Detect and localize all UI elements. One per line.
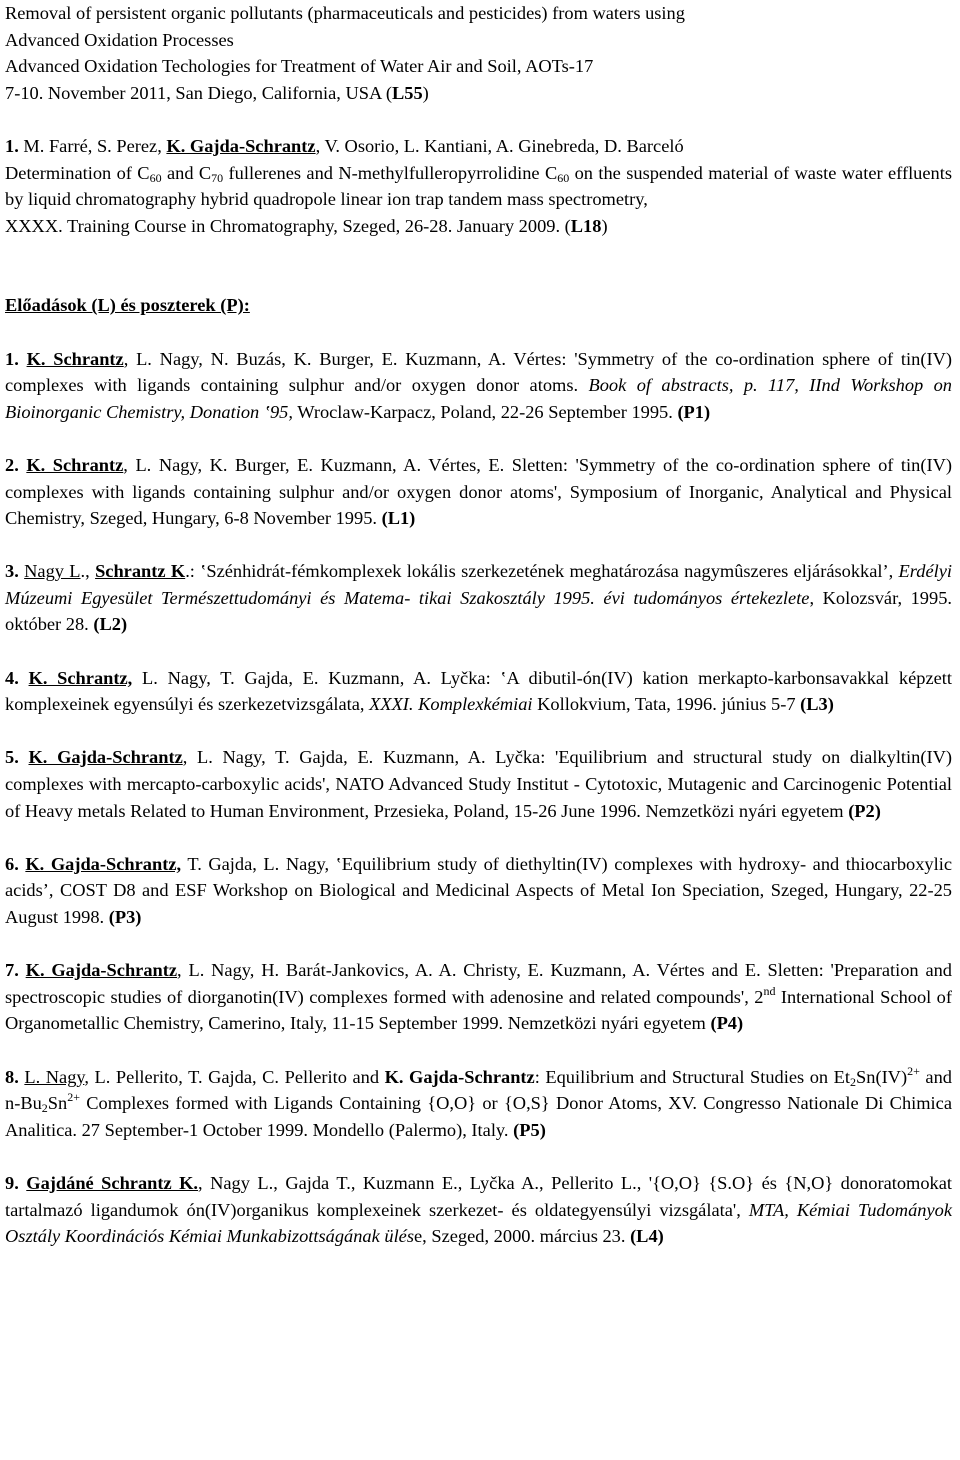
top-line2: Advanced Oxidation Processes xyxy=(5,29,234,50)
entry-number: 5. xyxy=(5,747,29,768)
entry-9 xyxy=(5,1170,952,1250)
separator: ., xyxy=(80,561,96,582)
self-author: K. Gajda-Schrantz xyxy=(384,1066,535,1087)
entry-event: XXXX. Training Course in Chromatography, Szeged, 26-28. January 2009. ( xyxy=(5,215,571,236)
self-author: K. Gajda-Schrantz, xyxy=(25,853,182,874)
section-heading-text: Előadások (L) és poszterek (P): xyxy=(5,295,250,316)
top-line4-end: ) xyxy=(422,82,429,103)
entry-number: 6. xyxy=(5,853,26,874)
entry-number: 2. xyxy=(5,454,27,475)
entry-book: Book of abstracts, p. 117, IInd Workshop on Bioinorganic Chemistry, Donation ‛95, xyxy=(5,375,953,422)
entry-venue: , Kolozsvár, 1995. október 28. xyxy=(5,587,952,635)
self-author: K. Gajda-Schrantz xyxy=(25,960,178,981)
entry-4 xyxy=(5,665,952,718)
entry-code: (P3) xyxy=(108,907,142,927)
entry-code: (L2) xyxy=(93,614,128,635)
self-author: Gajdáné Schrantz K. xyxy=(26,1172,199,1193)
entry-number: 7. xyxy=(5,960,26,981)
entry-text: and n-Bu xyxy=(5,1066,952,1114)
subscript: 60 xyxy=(149,170,162,185)
entry-text: .: ‛Szénhidrát-fémkomplexek lokális szerkezetének meghatározása nagymûszeres eljárásokkal’, xyxy=(185,561,899,582)
self-author: Schrantz K xyxy=(95,561,186,582)
entry-title: Determination of C xyxy=(5,162,150,183)
entry-code: (P2) xyxy=(848,800,881,821)
entry-number: 9. xyxy=(5,1172,27,1193)
top-entry xyxy=(5,0,952,106)
subscript: 2 xyxy=(850,1074,857,1089)
entry-authors: M. Farré, S. Perez, xyxy=(18,135,167,156)
top-line1: Removal of persistent organic pollutants (pharmaceuticals and pesticides) from waters using xyxy=(5,3,685,23)
entry-3 xyxy=(5,558,952,638)
entry-text: : Equilibrium and Structural Studies on Et xyxy=(534,1066,851,1087)
entry-title: on the suspended material of waste water effluents by liquid chromatography hybrid quadropole linear ion trap tandem mass spectrometry, xyxy=(5,162,953,210)
section-heading xyxy=(5,292,952,319)
self-author: K. Schrantz, xyxy=(28,667,133,688)
coauthor: Nagy L xyxy=(24,561,81,582)
top-code: L55 xyxy=(392,82,423,103)
entry-text: L. Nagy, T. Gajda, E. Kuzmann, A. Lyčka: ‛A dibutil-ón(IV) kation merkapto-karbonsavakkal képzett komplexeinek egyensúlyi és szerkezetvizsgálata, xyxy=(5,667,952,715)
entry-text: Sn(IV) xyxy=(856,1066,908,1087)
self-author: K. Gajda-Schrantz xyxy=(166,135,316,156)
entry-5 xyxy=(5,744,952,824)
entry-1 xyxy=(5,346,952,426)
entry-text: , L. Nagy, T. Gajda, E. Kuzmann, A. Lyčka: 'Equilibrium and structural study on dialkyltin(IV) complexes with mercapto-carboxylic acids', NATO Advanced Study Institut - Cytotoxic, Mutagenic and Carcinogenic Potential of Heavy metals Related to Human Environment, Przesieka, Poland, 15-26 June 1996. Nemzetközi nyári egyetem xyxy=(5,747,952,821)
entry-title: and C xyxy=(161,162,212,183)
entry-text: , L. Pellerito, T. Gajda, C. Pellerito and xyxy=(84,1066,385,1087)
entry-7 xyxy=(5,957,952,1037)
entry-journal: Erdélyi Múzeumi Egyesület Természettudományi és Matema- tikai Szakosztály 1995. évi tudományos értekezlete xyxy=(5,561,952,608)
superscript: nd xyxy=(763,983,776,998)
entry-text: Complexes formed with Ligands Containing {O,O} or {O,S} Donor Atoms, XV. Congresso Nationale Di Chimica Analitica. 27 September-1 October 1999. Mondello (Palermo), Italy. xyxy=(5,1093,952,1140)
entry-code: (P5) xyxy=(513,1119,546,1140)
entry-venue: Wroclaw-Karpacz, Poland, 22-26 September 1995. xyxy=(292,401,678,422)
entry-8 xyxy=(5,1064,952,1144)
entry-code: (L3) xyxy=(800,694,834,715)
superscript: 2+ xyxy=(907,1063,920,1078)
entry-6 xyxy=(5,851,952,931)
entry-number: 8. xyxy=(5,1066,25,1087)
entry-code: (P1) xyxy=(677,401,711,422)
top-line4: 7-10. November 2011, San Diego, California, USA ( xyxy=(5,82,392,103)
entry-farre xyxy=(5,133,952,239)
entry-text: , L. Nagy, N. Buzás, K. Burger, E. Kuzmann, A. Vértes: 'Symmetry of the co-ordination sphere of tin(IV) complexes with ligands containing sulphur and/or oxygen donor atoms. xyxy=(5,348,952,396)
entry-event-end: ) xyxy=(601,215,608,236)
subscript: 2 xyxy=(41,1101,48,1116)
entry-authors-rest: , V. Osorio, L. Kantiani, A. Ginebreda, D. Barceló xyxy=(315,135,684,156)
entry-venue: Kollokvium, Tata, 1996. június 5-7 xyxy=(532,694,801,715)
subscript: 60 xyxy=(557,170,570,185)
subscript: 70 xyxy=(211,170,224,185)
entry-2 xyxy=(5,452,952,532)
entry-code: (P4) xyxy=(710,1013,744,1034)
self-author: K. Gajda-Schrantz xyxy=(28,747,183,768)
entry-journal: XXXI. Komplexkémiai xyxy=(369,694,533,715)
entry-text: Sn xyxy=(47,1093,68,1114)
entry-text: , L. Nagy, H. Barát-Jankovics, A. A. Christy, E. Kuzmann, A. Vértes and E. Sletten: 'Preparation and spectroscopic studies of diorganotin(IV) complexes formed with adenosine and related compounds', 2 xyxy=(5,960,952,1007)
entry-code: L18 xyxy=(570,215,602,236)
entry-number: 1. xyxy=(5,135,19,156)
coauthor: L. Nagy xyxy=(24,1066,85,1087)
entry-title: fullerenes and N-methylfulleropyrrolidine C xyxy=(223,162,558,183)
entry-text: T. Gajda, L. Nagy, ‛Equilibrium study of diethyltin(IV) complexes with hydroxy- and thiocarboxylic acids’, COST D8 and ESF Workshop on Biological and Medicinal Aspects of Metal Ion Speciation, Szeged, Hungary, 22-25 August 1998. xyxy=(5,853,953,927)
self-author: K. Schrantz xyxy=(26,454,124,475)
entry-number: 4. xyxy=(5,667,29,688)
self-author: K. Schrantz xyxy=(26,348,124,369)
entry-venue: e, Szeged, 2000. március 23. xyxy=(414,1226,631,1247)
entry-text-rest: International School of Organometallic Chemistry, Camerino, Italy, 11-15 September 1999. Nemzetközi nyári egyetem xyxy=(5,986,952,1034)
entry-text: , Nagy L., Gajda T., Kuzmann E., Lyčka A., Pellerito L., '{O,O} {S.O} és {N,O} donoratomokat tartalmazó ligandumok ón(IV)organikus komplexeinek szerkezet- és oldategyensúlyi vizsgálata', xyxy=(5,1172,952,1220)
entry-code: (L1) xyxy=(381,508,416,529)
entry-journal: MTA, Kémiai Tudományok Osztály Koordinációs Kémiai Munkabizottságának ülés xyxy=(5,1199,952,1247)
entry-code: (L4) xyxy=(630,1226,664,1247)
superscript: 2+ xyxy=(67,1090,80,1105)
top-line3: Advanced Oxidation Techologies for Treatment of Water Air and Soil, AOTs-17 xyxy=(5,56,594,77)
entry-text: , L. Nagy, K. Burger, E. Kuzmann, A. Vértes, E. Sletten: 'Symmetry of the co-ordination sphere of tin(IV) complexes with ligands containing sulphur and/or oxygen donor atoms', Symposium of Inorganic, Analytical and Physical Chemistry, Szeged, Hungary, 6-8 November 1995. xyxy=(5,454,952,529)
entry-number: 1. xyxy=(5,348,27,369)
entry-number: 3. xyxy=(5,561,25,582)
